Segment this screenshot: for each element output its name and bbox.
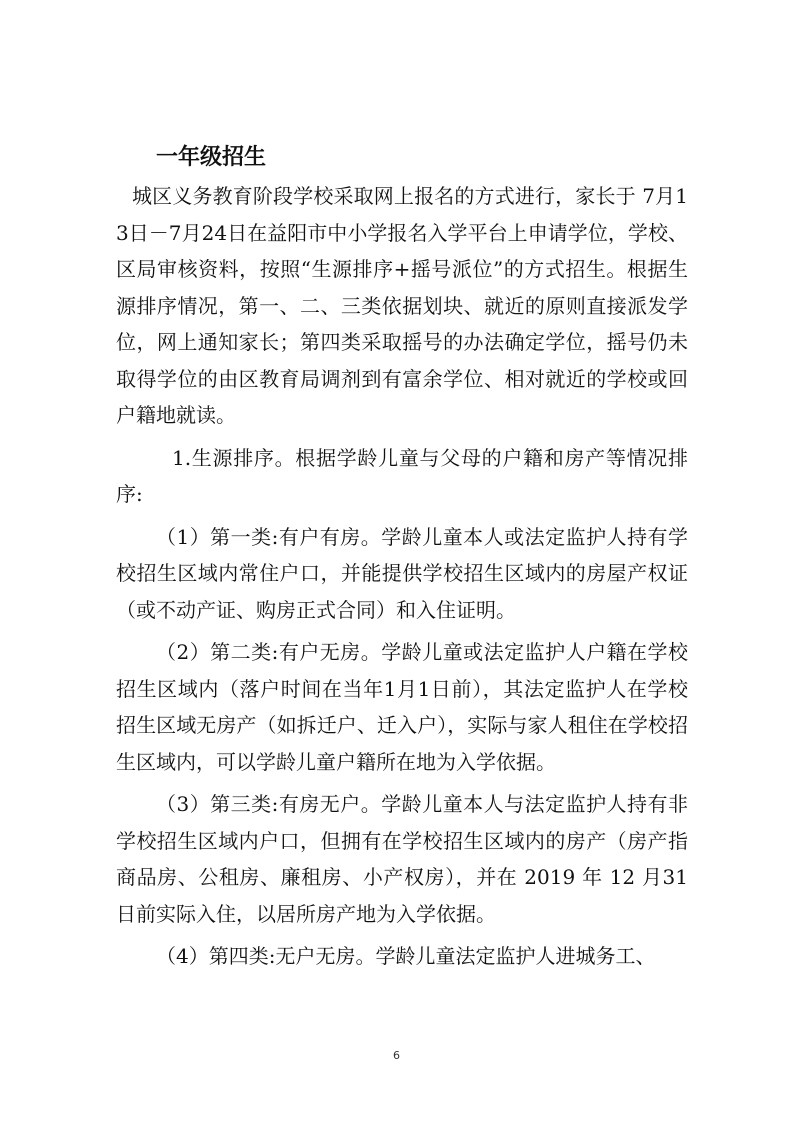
paragraph-intro: 城区义务教育阶段学校采取网上报名的方式进行，家长于 7月13日－7月24日在益阳市中小学报名入学平台上申请学位，学校、区局审核资料，按照“生源排序+摇号派位”的方式招生。根据生源排序情况，第一、二、三类依据划块、就近的原则直接派发学位，网上通知家长；第四类采取摇号的办法确定学位，摇号仍未取得学位的由区教育局调剂到有富余学位、相对就近的学校或回户籍地就读。 (116, 184, 688, 427)
paragraph-category-2: （2）第二类:有户无房。学龄儿童或法定监护人户籍在学校招生区域内（落户时间在当年1月1日前），其法定监护人在学校招生区域无房产（如拆迁户、迁入户），实际与家人租住在学校招生区域内，可以学龄儿童户籍所在地为入学依据。 (116, 640, 688, 774)
paragraph-category-1: （1）第一类:有户有房。学龄儿童本人或法定监护人持有学校招生区域内常住户口，并能提供学校招生区域内的房屋产权证（或不动产证、购房正式合同）和入住证明。 (116, 524, 688, 622)
page-number: 6 (393, 1049, 400, 1062)
paragraph-ranking: 1.生源排序。根据学龄儿童与父母的户籍和房产等情况排序: (116, 445, 688, 506)
paragraph-category-4: （4）第四类:无户无房。学龄儿童法定监护人进城务工、 (156, 944, 656, 968)
section-title: 一年级招生 (156, 145, 267, 170)
document-body (116, 140, 688, 975)
paragraph-category-3: （3）第三类:有房无户。学龄儿童本人与法定监护人持有非学校招生区域内户口，但拥有在学校招生区域内的房产（房产指商品房、公租房、廉租房、小产权房），并在 2019 年 12 月31日前实际入住，以居所房产地为入学依据。 (116, 792, 688, 926)
